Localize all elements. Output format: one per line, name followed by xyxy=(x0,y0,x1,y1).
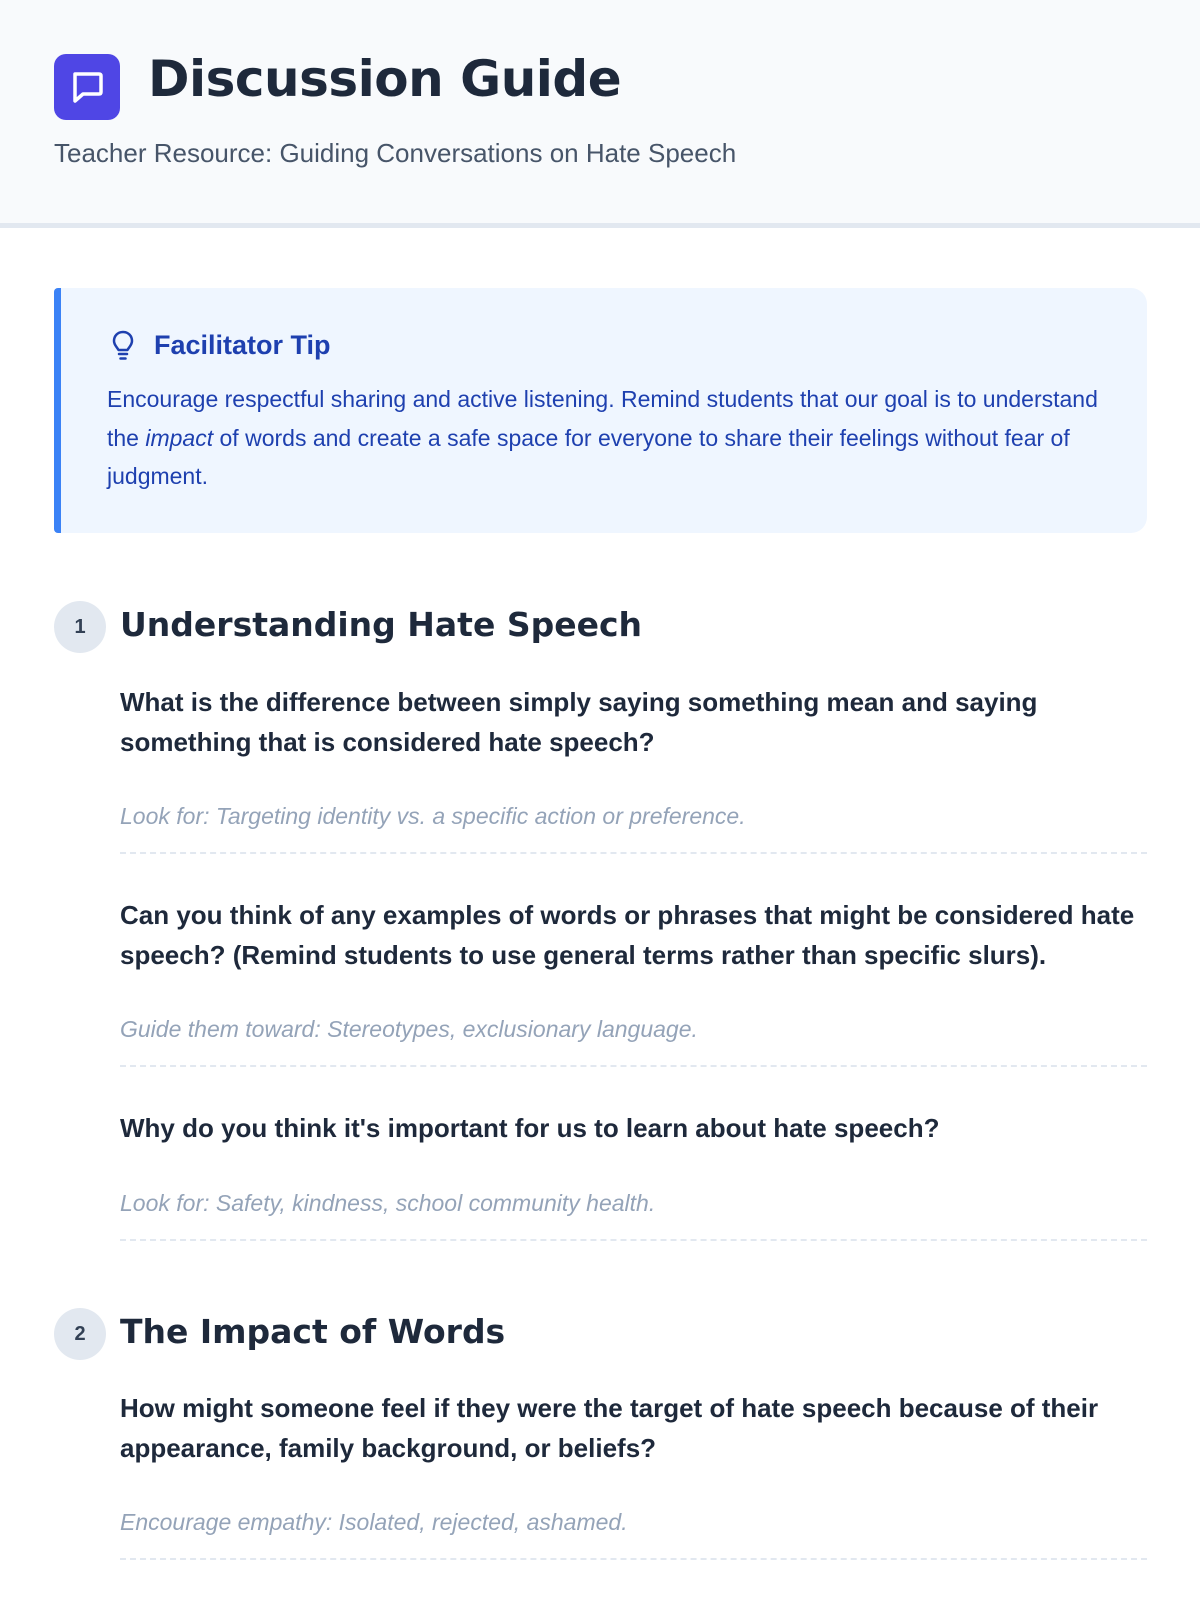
page-subtitle: Teacher Resource: Guiding Conversations on Hate Speech xyxy=(54,138,737,168)
section-number-badge: 2 xyxy=(54,1308,106,1360)
question-divider xyxy=(120,1558,1147,1560)
facilitator-hint: Look for: Safety, kindness, school community health. xyxy=(120,1190,656,1216)
page-header xyxy=(0,0,1200,228)
section-title: Understanding Hate Speech xyxy=(120,605,643,644)
tip-title: Facilitator Tip xyxy=(154,330,331,360)
question-divider xyxy=(120,1239,1147,1241)
tip-text-end: of words and create a safe space for everyone to share their feelings without fear of judgment. xyxy=(107,424,1070,489)
tip-text-start: Encourage respectful sharing and active listening. Remind students that our goal is to understand the xyxy=(107,386,1098,451)
lightbulb-icon xyxy=(111,330,135,367)
discussion-question: Can you think of any examples of words or phrases that might be considered hate speech? (Remind students to use general terms rather than specific slurs). xyxy=(120,900,1135,970)
facilitator-hint: Encourage empathy: Isolated, rejected, ashamed. xyxy=(120,1509,628,1535)
discussion-question: What is the difference between simply saying something mean and saying something that is considered hate speech? xyxy=(120,687,1038,757)
facilitator-hint: Look for: Targeting identity vs. a specific action or preference. xyxy=(120,803,746,829)
tip-text-emphasis: impact xyxy=(145,424,214,451)
discussion-question: How might someone feel if they were the target of hate speech because of their appearance, family background, or beliefs? xyxy=(120,1393,1099,1463)
chat-bubble-icon xyxy=(54,54,120,120)
section-number-badge: 1 xyxy=(54,601,106,653)
discussion-question: Why do you think it's important for us to learn about hate speech? xyxy=(120,1113,940,1143)
facilitator-hint: Guide them toward: Stereotypes, exclusionary language. xyxy=(120,1016,698,1042)
question-divider xyxy=(120,852,1147,854)
facilitator-tip-callout xyxy=(54,288,1147,533)
tip-text xyxy=(107,380,1107,496)
section-title: The Impact of Words xyxy=(120,1312,506,1351)
page-title: Discussion Guide xyxy=(148,50,622,108)
question-divider xyxy=(120,1065,1147,1067)
